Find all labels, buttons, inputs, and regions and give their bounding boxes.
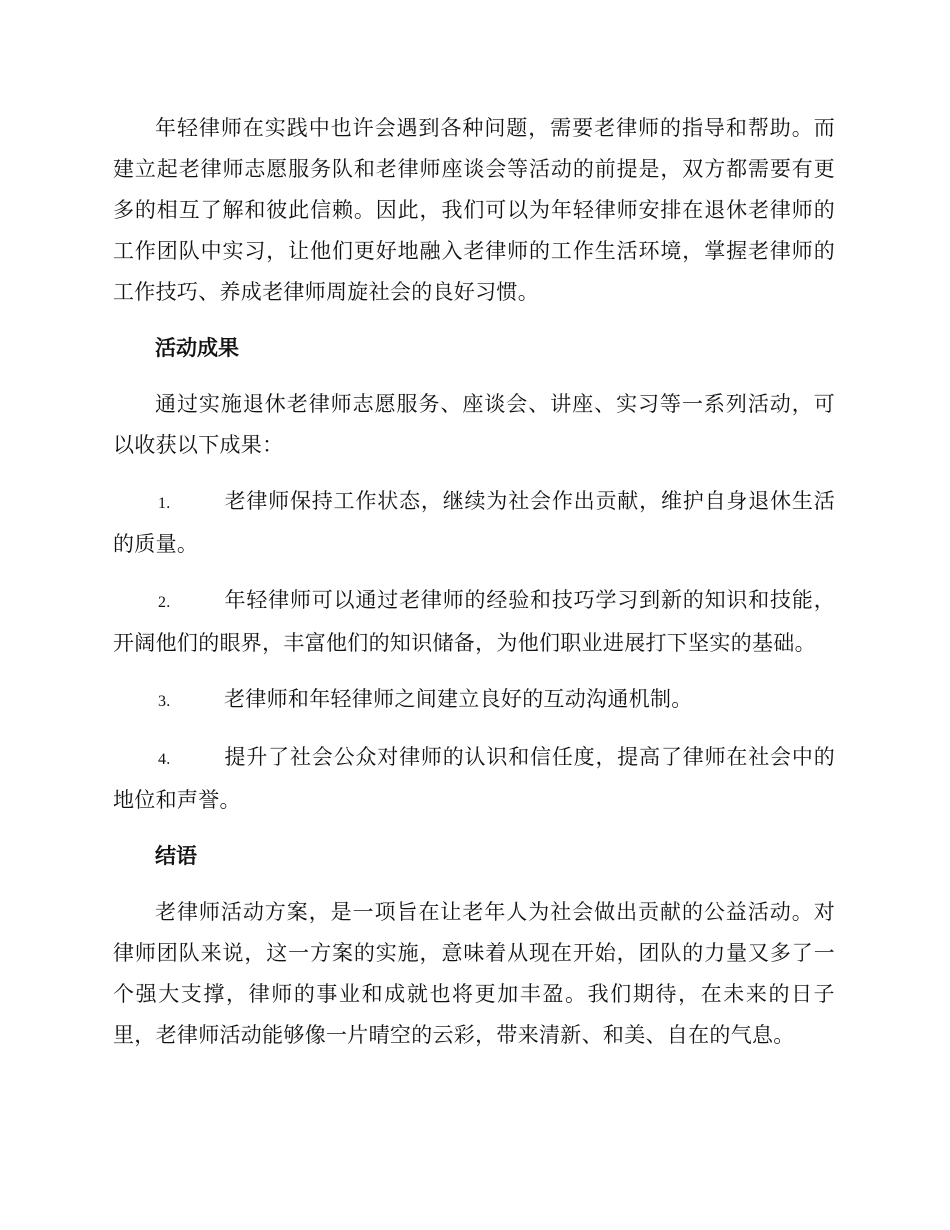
intro-paragraph: 年轻律师在实践中也许会遇到各种问题，需要老律师的指导和帮助。而建立起老律师志愿服务队和老律师座谈会等活动的前提是，双方都需要有更多的相互了解和彼此信赖。因此，我们可以为年轻律师安排在退休老律师的工作团队中实习，让他们更好地融入老律师的工作生活环境，掌握老律师的工作技巧、养成老律师周旋社会的良好习惯。 — [113, 116, 835, 304]
list-number: 2. — [158, 594, 171, 611]
list-item-text: 年轻律师可以通过老律师的经验和技巧学习到新的知识和技能，开阔他们的眼界，丰富他们的知识储备，为他们职业进展打下坚实的基础。 — [113, 588, 835, 655]
list-item-text: 提升了社会公众对律师的认识和信任度，提高了律师在社会中的地位和声誉。 — [113, 745, 835, 812]
result-item-1 — [113, 481, 835, 565]
result-item-2 — [113, 580, 835, 664]
list-number: 1. — [158, 495, 171, 512]
conclusion-paragraph: 老律师活动方案，是一项旨在让老年人为社会做出贡献的公益活动。对律师团队来说，这一方案的实施，意味着从现在开始，团队的力量又多了一个强大支撑，律师的事业和成就也将更加丰盈。我们期待，在未来的日子里，老律师活动能够像一片晴空的云彩，带来清新、和美、自在的气息。 — [113, 900, 835, 1047]
result-item-4 — [113, 737, 835, 821]
list-number: 4. — [158, 751, 171, 768]
document-page — [113, 108, 835, 1056]
list-number: 3. — [158, 693, 171, 710]
list-item-text: 老律师保持工作状态，继续为社会作出贡献，维护自身退休生活的质量。 — [113, 489, 835, 556]
conclusion-heading: 结语 — [155, 844, 197, 868]
results-heading: 活动成果 — [155, 336, 239, 360]
result-item-3 — [113, 679, 835, 722]
list-item-text: 老律师和年轻律师之间建立良好的互动沟通机制。 — [224, 687, 693, 711]
results-intro-paragraph: 通过实施退休老律师志愿服务、座谈会、讲座、实习等一系列活动，可以收获以下成果： — [113, 392, 835, 457]
